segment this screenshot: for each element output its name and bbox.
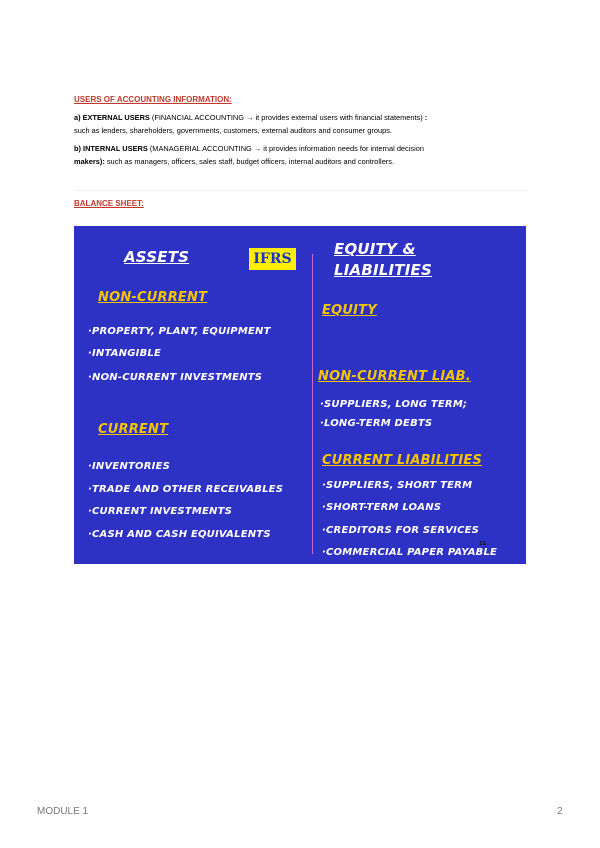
current-item: ·TRADE AND OTHER RECEIVABLES <box>88 484 284 495</box>
internal-users-paragraph <box>74 143 534 168</box>
current-item: ·CURRENT INVESTMENTS <box>88 506 233 517</box>
non-current-liab-heading: NON-CURRENT LIAB. <box>318 369 471 384</box>
equity-title-line2: LIABILITIES <box>334 261 432 279</box>
internal-users-line2-bold: makers): <box>74 156 105 166</box>
non-current-liab-item: ·SUPPLIERS, LONG TERM; <box>320 399 468 410</box>
section-divider <box>74 190 528 191</box>
external-users-label: a) EXTERNAL USERS <box>74 113 150 122</box>
external-users-suffix: : <box>422 113 428 122</box>
current-item: ·CASH AND CASH EQUIVALENTS <box>88 529 271 540</box>
equity-heading: EQUITY <box>322 303 377 318</box>
current-liab-item: ·COMMERCIAL PAPER PAYABLE <box>322 547 498 558</box>
equity-title-line1: EQUITY & <box>334 240 416 258</box>
footer-page-number: 2 <box>557 806 563 817</box>
non-current-item: ·PROPERTY, PLANT, EQUIPMENT <box>88 326 271 337</box>
internal-users-detail: (MANAGERIAL ACCOUNTING → it provides information needs for internal decision <box>147 144 424 153</box>
external-users-detail: (FINANCIAL ACCOUNTING → it provides external users with financial statements) <box>149 113 423 122</box>
slide-right-border <box>526 226 528 564</box>
slide-number: 11 <box>479 541 486 547</box>
internal-users-label: b) INTERNAL USERS <box>74 144 148 153</box>
current-liab-item: ·CREDITORS FOR SERVICES <box>322 525 480 536</box>
non-current-heading: NON-CURRENT <box>98 290 208 305</box>
current-liab-item: ·SUPPLIERS, SHORT TERM <box>322 480 473 491</box>
balance-sheet-slide <box>74 226 528 564</box>
users-heading: USERS OF ACCOUNTING INFORMATION: <box>74 95 232 104</box>
external-users-paragraph <box>74 112 534 137</box>
internal-users-line2: such as managers, officers, sales staff, budget officers, internal auditors and controllers. <box>104 156 395 166</box>
current-liab-heading: CURRENT LIABILITIES <box>322 453 483 468</box>
current-item: ·INVENTORIES <box>88 461 171 472</box>
current-liab-item: ·SHORT-TERM LOANS <box>322 502 442 513</box>
column-divider <box>312 254 313 554</box>
current-heading: CURRENT <box>98 422 169 437</box>
non-current-liab-item: ·LONG-TERM DEBTS <box>320 418 433 429</box>
ifrs-badge: IFRS <box>249 248 296 270</box>
non-current-item: ·NON-CURRENT INVESTMENTS <box>88 372 263 383</box>
balance-sheet-heading: BALANCE SHEET: <box>74 199 144 208</box>
external-users-line2: such as lenders, shareholders, governments, customers, external auditors and consumer groups. <box>74 125 392 135</box>
non-current-item: ·INTANGIBLE <box>88 348 161 359</box>
assets-title: ASSETS <box>124 248 190 266</box>
footer-module: MODULE 1 <box>37 806 89 817</box>
